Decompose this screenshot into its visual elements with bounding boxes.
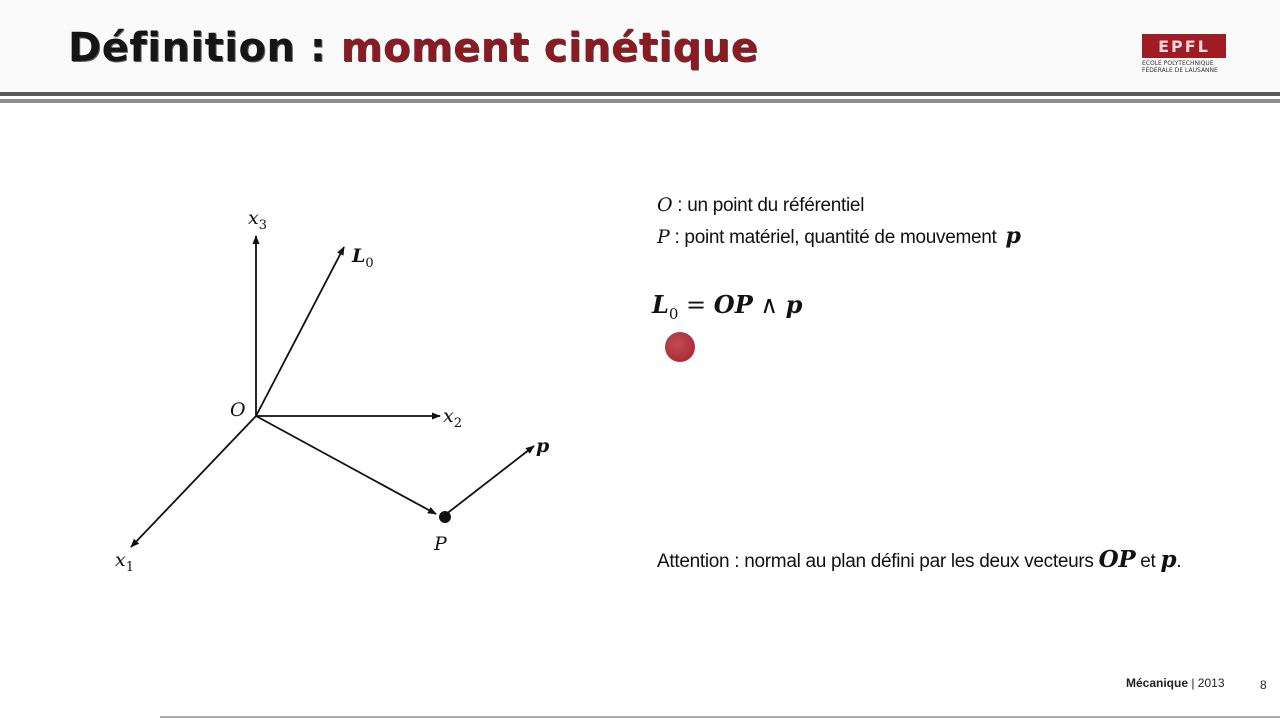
title-topic: moment cinétique bbox=[340, 25, 759, 71]
definition-P bbox=[657, 223, 1021, 249]
laser-pointer-dot bbox=[665, 332, 695, 362]
definition-O bbox=[657, 194, 864, 217]
angular-momentum-formula bbox=[652, 290, 802, 323]
formula-OP: OP bbox=[713, 290, 753, 319]
footer-course-name: Mécanique bbox=[1126, 676, 1189, 690]
point-P-dot bbox=[439, 511, 451, 523]
note-vector-p: p bbox=[1160, 546, 1177, 573]
note-et: et bbox=[1135, 551, 1161, 572]
definition-O-text: : un point du référentiel bbox=[672, 195, 865, 216]
label-x1: $x_1$ bbox=[115, 549, 134, 575]
label-L0: $L_0$ bbox=[352, 245, 374, 271]
footer-year: | 2013 bbox=[1188, 676, 1225, 690]
footer-rule bbox=[160, 716, 1280, 718]
attention-note bbox=[657, 546, 1181, 573]
definition-O-symbol: O bbox=[657, 194, 673, 216]
logo-sub-line2: FÉDÉRALE DE LAUSANNE bbox=[1142, 67, 1218, 74]
note-text: Attention : normal au plan défini par les deux vecteurs bbox=[657, 551, 1099, 572]
logo-text: EPFL bbox=[1158, 37, 1210, 56]
title-definition: Définition : bbox=[68, 25, 341, 71]
footer-course bbox=[1126, 676, 1225, 690]
label-x3: $x_3$ bbox=[248, 207, 267, 233]
label-momentum-p: p bbox=[536, 435, 550, 457]
page-number: 8 bbox=[1260, 678, 1267, 692]
axis-x1-arrow bbox=[131, 416, 256, 547]
note-vector-OP: OP bbox=[1098, 546, 1136, 573]
formula-wedge: ∧ bbox=[752, 291, 786, 319]
formula-L: L bbox=[652, 290, 669, 319]
vector-OP-arrow bbox=[256, 416, 436, 514]
definition-P-text: : point matériel, quantité de mouvement bbox=[669, 227, 1002, 248]
formula-L-sub: 0 bbox=[668, 304, 679, 323]
logo-sub-line1: ÉCOLE POLYTECHNIQUE bbox=[1142, 60, 1214, 67]
note-end: . bbox=[1176, 551, 1182, 572]
vector-L0-arrow bbox=[256, 247, 344, 416]
label-x2: $x_2$ bbox=[443, 405, 462, 431]
vector-p-arrow bbox=[445, 446, 534, 515]
formula-p: p bbox=[785, 290, 803, 319]
formula-eq: = bbox=[678, 291, 714, 319]
definition-P-symbol: P bbox=[657, 226, 670, 248]
label-origin-O: O bbox=[230, 399, 246, 421]
label-point-P: P bbox=[434, 533, 447, 555]
definition-P-vector: p bbox=[1005, 223, 1021, 249]
